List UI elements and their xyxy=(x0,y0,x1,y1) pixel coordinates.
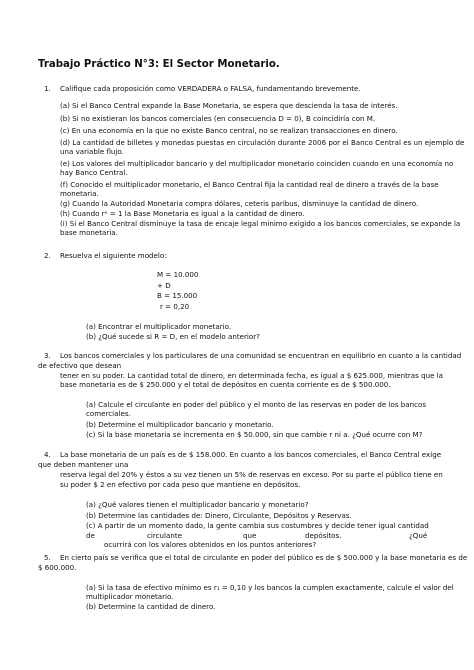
q1-item-i-cont: base monetaria. xyxy=(60,228,118,237)
q5-number: 5. xyxy=(44,553,51,562)
q4-text-3: reserva legal del 20% y éstos a su vez tienen un 5% de reservas en exceso. Por su parte el público tiene en xyxy=(60,470,443,479)
q2-item-a: (a) Encontrar el multiplicador monetario. xyxy=(86,322,232,331)
q4-item-c-word-depositos: depósitos. xyxy=(305,531,342,540)
q2-number: 2. xyxy=(44,251,51,260)
q5-text-2: $ 600.000. xyxy=(38,563,77,572)
q5-item-b: (b) Determine la cantidad de dinero. xyxy=(86,602,216,611)
q4-item-c-cont: ocurrirá con los valores obtenidos en los puntos anteriores? xyxy=(104,540,317,549)
q4-item-c-word-que-q: ¿Qué xyxy=(409,531,428,540)
q1-item-f-cont: monetaria. xyxy=(60,189,99,198)
model-line-4: r = 0,20 xyxy=(160,302,190,311)
q2-item-b: (b) ¿Qué sucede si R = D, en el modelo anterior? xyxy=(86,332,260,341)
q3-item-c: (c) Si la base monetaria se incrementa en $ 50.000, sin que cambie r ni a. ¿Qué ocurre con M? xyxy=(86,430,423,439)
q4-item-c-word-que: que xyxy=(243,531,257,540)
q1-item-d-cont: una variable flujo. xyxy=(60,147,124,156)
q1-item-f: (f) Conocido el multiplicador monetario, el Banco Central fija la cantidad real de dinero a través de la base xyxy=(60,180,439,189)
q4-item-a: (a) ¿Qué valores tienen el multiplicador bancario y monetario? xyxy=(86,500,309,509)
q4-number: 4. xyxy=(44,450,51,459)
model-line-1: M = 10.000 xyxy=(157,270,199,279)
q3-number: 3. xyxy=(44,351,51,360)
q4-text-2: que deben mantener una xyxy=(38,460,129,469)
q4-text-4: su poder $ 2 en efectivo por cada peso que mantiene en depósitos. xyxy=(60,480,301,489)
model-line-2: + D xyxy=(157,281,171,290)
q1-item-b: (b) Si no existieran los bancos comerciales (en consecuencia D = 0), B coincidiría con M. xyxy=(60,114,376,123)
q4-item-c: (c) A partir de un momento dado, la gente cambia sus costumbres y decide tener igual cantidad xyxy=(86,521,429,530)
q1-item-e-cont: hay Banco Central. xyxy=(60,168,128,177)
q1-number: 1. xyxy=(44,84,51,93)
model-line-3: B = 15.000 xyxy=(157,291,198,300)
q3-text-4: base monetaria es de $ 250.000 y el total de depósitos en cuenta corriente es de $ 500.000. xyxy=(60,380,391,389)
q4-item-b: (b) Determine las cantidades de: Dinero, Circulante, Depósitos y Reservas. xyxy=(86,511,352,520)
q1-item-e: (e) Los valores del multiplicador bancario y del multiplicador monetario coinciden cuando en una economía no xyxy=(60,159,454,168)
q3-item-b: (b) Determine el multiplicador bancario y monetario. xyxy=(86,420,274,429)
q1-item-c: (c) En una economía en la que no existe Banco central, no se realizan transacciones en dinero. xyxy=(60,126,398,135)
q1-prompt: Califique cada proposición como VERDADERA o FALSA, fundamentando brevemente. xyxy=(60,84,361,93)
q3-item-a-cont: comerciales. xyxy=(86,409,131,418)
q3-text-1: Los bancos comerciales y los particulares de una comunidad se encuentran en equilibrio en cuanto a la cantidad xyxy=(60,351,462,360)
q4-item-c-word-de: de xyxy=(86,531,95,540)
q3-item-a: (a) Calcule el circulante en poder del público y el monto de las reservas en poder de los bancos xyxy=(86,400,427,409)
q1-item-g: (g) Cuando la Autoridad Monetaria compra dólares, ceteris paribus, disminuye la cantidad de dinero. xyxy=(60,199,419,208)
q1-item-d: (d) La cantidad de billetes y monedas puestas en circulación durante 2006 por el Banco Central es un ejemplo de xyxy=(60,138,465,147)
q1-item-i: (i) Si el Banco Central disminuye la tasa de encaje legal mínimo exigido a los bancos comerciales, se expande la xyxy=(60,219,461,228)
q5-item-a: (a) Si la tasa de efectivo mínimo es r₁ = 0,10 y los bancos la cumplen exactamente, calcule el valor del xyxy=(86,583,454,592)
q4-text-1: La base monetaria de un país es de $ 158.000. En cuanto a los bancos comerciales, el Banco Central exige xyxy=(60,450,442,459)
q1-item-a: (a) Si el Banco Central expande la Base Monetaria, se espera que descienda la tasa de interés. xyxy=(60,101,398,110)
q2-prompt: Resuelva el siguiente modelo: xyxy=(60,251,167,260)
q3-text-2: de efectivo que desean xyxy=(38,361,122,370)
q1-item-h: (h) Cuando rᵉ = 1 la Base Monetaria es igual a la cantidad de dinero. xyxy=(60,209,305,218)
q4-item-c-word-circulante: circulante xyxy=(147,531,182,540)
q3-text-3: tener en su poder. La cantidad total de dinero, en determinada fecha, es igual a $ 625.000, mientras que la xyxy=(60,371,444,380)
document-title: Trabajo Práctico N°3: El Sector Monetario. xyxy=(38,59,280,70)
q5-text-1: En cierto país se verifica que el total de circulante en poder del público es de $ 500.000 y la base monetaria es de xyxy=(60,553,468,562)
q5-item-a-cont: multiplicador monetario. xyxy=(86,592,174,601)
